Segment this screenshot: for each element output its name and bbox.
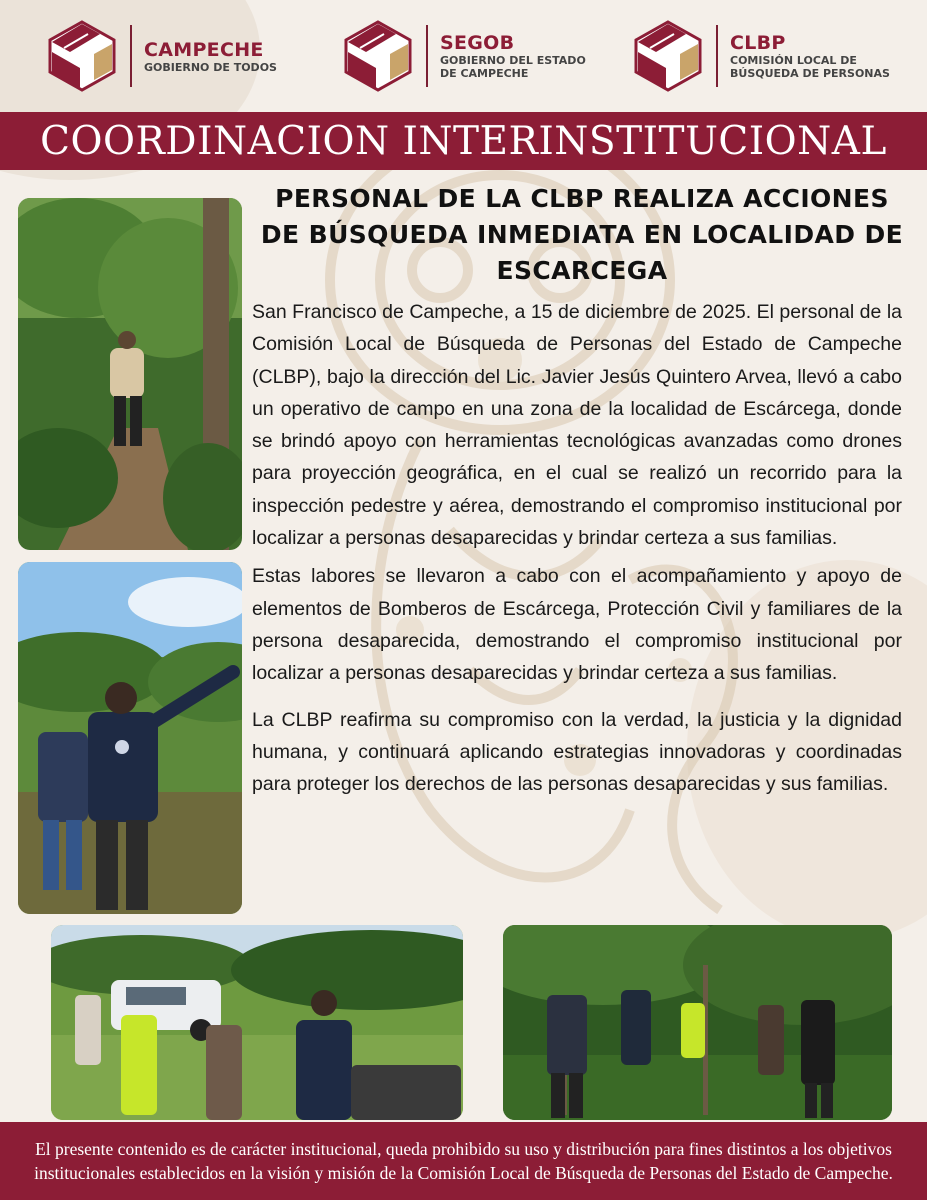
campeche-emblem-icon [44, 18, 120, 94]
clbp-emblem-icon [630, 18, 706, 94]
article-paragraph: La CLBP reafirma su compromiso con la verdad, la justicia y la dignidad humana, y continuará aplicando estrategias innovadoras y coordinadas para proteger los derechos de las personas desaparecidas y sus familias. [252, 708, 902, 796]
logo-subtitle: GOBIERNO DE TODOS [144, 60, 277, 74]
photo-forest-trail [18, 198, 242, 550]
section-banner [0, 112, 927, 170]
segob-emblem-icon [340, 18, 416, 94]
logo-subtitle: DE CAMPECHE [440, 67, 529, 80]
logo-subtitle: COMISIÓN LOCAL DE [730, 54, 857, 67]
photo-field-vehicle [51, 925, 463, 1120]
article-paragraph: Estas labores se llevaron a cabo con el acompañamiento y apoyo de elementos de Bomberos de Escárcega, Protección Civil y familiares de la persona desaparecida, demostrando el compromiso institucional por localizar a personas desaparecidas y brindar certeza a sus familias. [252, 565, 902, 685]
photo-search-team [18, 562, 242, 914]
divider [716, 25, 718, 87]
disclaimer-text: El presente contenido es de carácter institucional, queda prohibido su uso y distribución para fines distintos a los objetivos institucionales establecidos en la visión y misión de la Comisión Local de Búsqueda de Personas del Estado de Campeche. [34, 1139, 893, 1183]
article-paragraph: San Francisco de Campeche, a 15 de diciembre de 2025. El personal de la Comisión Local de Búsqueda de Personas del Estado de Campeche (CLBP), bajo la dirección del Lic. Javier Jesús Quintero Arvea, llevó a cabo un operativo de campo en una zona de la localidad de Escárcega, donde se brindó apoyo con herramientas tecnológicas avanzadas como drones para proyección geográfica, en el cual se realizó un recorrido para la inspección pedestre y aérea, demostrando el compromiso institucional por localizar a personas desaparecidas y brindar certeza a sus familias. [252, 301, 902, 550]
logo-subtitle: BÚSQUEDA DE PERSONAS [730, 67, 890, 80]
divider [130, 25, 132, 87]
logo-segob [340, 16, 586, 96]
header [0, 0, 927, 112]
logo-subtitle: GOBIERNO DEL ESTADO [440, 54, 586, 67]
logo-title: CAMPECHE [144, 38, 264, 61]
logo-campeche [44, 16, 277, 96]
logo-title: SEGOB [440, 32, 515, 54]
footer-disclaimer [0, 1122, 927, 1200]
divider [426, 25, 428, 87]
logo-title: CLBP [730, 32, 786, 54]
article-body [252, 296, 902, 806]
photo-forest-clearing [503, 925, 892, 1120]
article-headline: PERSONAL DE LA CLBP REALIZA ACCIONES DE BÚSQUEDA INMEDIATA EN LOCALIDAD DE ESCARCEGA [260, 184, 904, 285]
logo-clbp [630, 16, 890, 96]
banner-title: COORDINACION INTERINSTITUCIONAL [40, 118, 887, 164]
